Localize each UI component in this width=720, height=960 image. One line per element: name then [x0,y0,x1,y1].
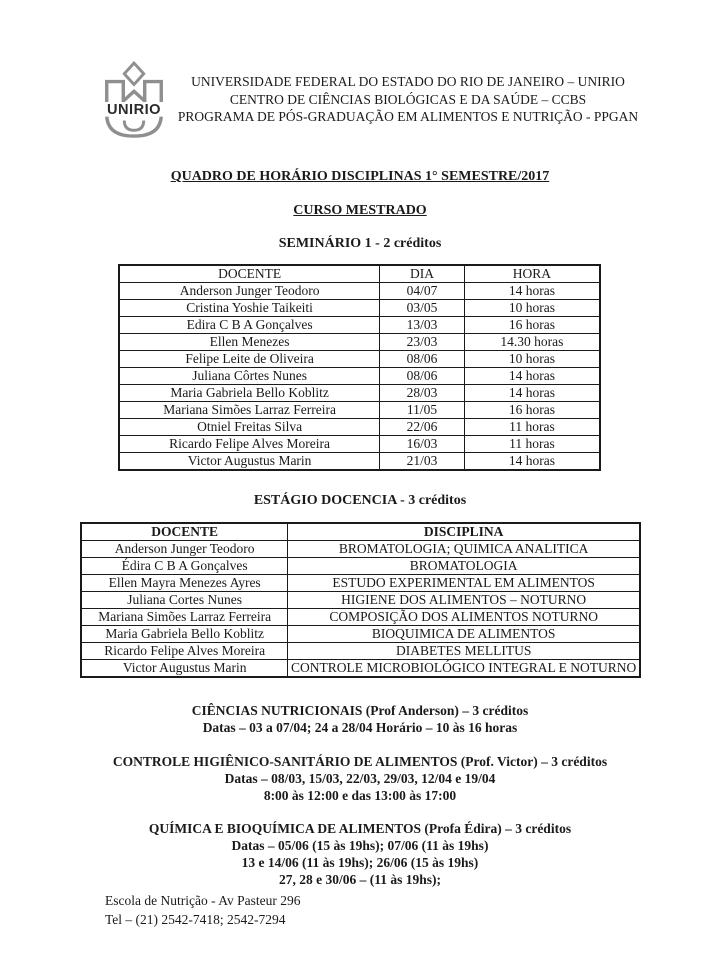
seminar-table-body [119,283,600,471]
table-cell: 16 horas [464,317,600,334]
unirio-logo-icon [97,60,171,146]
table-cell: ESTUDO EXPERIMENTAL EM ALIMENTOS [288,575,640,592]
institution-name-block [171,60,645,126]
table-row [119,283,600,300]
column-header-disciplina: DISCIPLINA [288,523,640,541]
estagio-table-body [81,541,640,678]
table-cell: 11/05 [380,402,465,419]
table-row [119,402,600,419]
table-row [81,626,640,643]
section-line: 8:00 às 12:00 e das 13:00 às 17:00 [263,788,457,803]
institution-line-3: PROGRAMA DE PÓS-GRADUAÇÃO EM ALIMENTOS E NUTRIÇÃO - PPGAN [177,109,639,124]
table-cell: 10 horas [464,300,600,317]
table-cell: Cristina Yoshie Taikeiti [119,300,380,317]
footer-phone: Tel – (21) 2542-7418; 2542-7294 [105,912,286,927]
table-cell: 16/03 [380,436,465,453]
section-title: CIÊNCIAS NUTRICIONAIS (Prof Anderson) – 3 créditos [191,703,529,718]
table-cell: 11 horas [464,419,600,436]
table-row [81,541,640,558]
section-controle-higienico [0,753,720,804]
footer-address: Escola de Nutrição - Av Pasteur 296 [105,893,301,908]
table-cell: Édira C B A Gonçalves [81,558,288,575]
table-cell: Edira C B A Gonçalves [119,317,380,334]
table-cell: Otniel Freitas Silva [119,419,380,436]
table-cell: Juliana Cortes Nunes [81,592,288,609]
seminar-schedule-table [118,264,601,471]
table-cell: 03/05 [380,300,465,317]
table-cell: 14 horas [464,453,600,471]
column-header-docente: DOCENTE [81,523,288,541]
table-row [119,385,600,402]
table-cell: Victor Augustus Marin [119,453,380,471]
column-header-hora: HORA [464,265,600,283]
table-cell: 22/06 [380,419,465,436]
table-cell: Maria Gabriela Bello Koblitz [81,626,288,643]
table-cell: 04/07 [380,283,465,300]
table-cell: 28/03 [380,385,465,402]
section-line: Datas – 03 a 07/04; 24 a 28/04 Horário – 10 às 16 horas [202,720,518,735]
estagio-docencia-table [80,522,641,678]
section-title: QUÍMICA E BIOQUÍMICA DE ALIMENTOS (Profa Édira) – 3 créditos [148,821,572,836]
table-cell: Ellen Mayra Menezes Ayres [81,575,288,592]
table-cell: 14 horas [464,385,600,402]
table-cell: BROMATOLOGIA [288,558,640,575]
institution-line-2: CENTRO DE CIÊNCIAS BIOLÓGICAS E DA SAÚDE – CCBS [229,91,587,107]
table-cell: Maria Gabriela Bello Koblitz [119,385,380,402]
table-row [119,453,600,471]
table-cell: 11 horas [464,436,600,453]
table-cell: CONTROLE MICROBIOLÓGICO INTEGRAL E NOTURNO [288,660,640,678]
table-cell: HIGIENE DOS ALIMENTOS – NOTURNO [288,592,640,609]
seminar-title: SEMINÁRIO 1 - 2 créditos [278,236,442,251]
table-cell: Ricardo Felipe Alves Moreira [119,436,380,453]
course-title: CURSO MESTRADO [293,203,427,218]
table-row [119,300,600,317]
table-cell: 14 horas [464,368,600,385]
page-title: QUADRO DE HORÁRIO DISCIPLINAS 1° SEMESTRE/2017 [170,169,550,184]
table-cell: Mariana Simões Larraz Ferreira [81,609,288,626]
table-cell: Felipe Leite de Oliveira [119,351,380,368]
institution-line-1: UNIVERSIDADE FEDERAL DO ESTADO DO RIO DE JANEIRO – UNIRIO [191,74,625,89]
table-cell: Victor Augustus Marin [81,660,288,678]
table-cell: 14.30 horas [464,334,600,351]
table-cell: Anderson Junger Teodoro [81,541,288,558]
table-row [119,368,600,385]
table-row [81,609,640,626]
table-cell: Ellen Menezes [119,334,380,351]
letterhead [97,60,645,146]
table-cell: BIOQUIMICA DE ALIMENTOS [288,626,640,643]
table-cell: Juliana Côrtes Nunes [119,368,380,385]
table-cell: 10 horas [464,351,600,368]
section-title: CONTROLE HIGIÊNICO-SANITÁRIO DE ALIMENTOS (Prof. Victor) – 3 créditos [112,754,608,769]
section-line: 13 e 14/06 (11 às 19hs); 26/06 (15 às 19hs) [241,855,479,870]
table-cell: 23/03 [380,334,465,351]
table-row [81,643,640,660]
table-cell: 16 horas [464,402,600,419]
table-row [119,334,600,351]
table-cell: COMPOSIÇÃO DOS ALIMENTOS NOTURNO [288,609,640,626]
table-header-row [81,523,640,541]
table-header-row [119,265,600,283]
table-cell: 08/06 [380,368,465,385]
table-row [81,558,640,575]
table-row [81,592,640,609]
table-row [81,575,640,592]
section-ciencias-nutricionais [0,702,720,736]
table-row [119,317,600,334]
logo-text: UNIRIO [107,102,161,119]
table-cell: 21/03 [380,453,465,471]
table-cell: BROMATOLOGIA; QUIMICA ANALITICA [288,541,640,558]
table-cell: Ricardo Felipe Alves Moreira [81,643,288,660]
table-cell: DIABETES MELLITUS [288,643,640,660]
section-line: Datas – 05/06 (15 às 19hs); 07/06 (11 às 19hs) [231,838,489,853]
estagio-title: ESTÁGIO DOCENCIA - 3 créditos [253,493,467,508]
table-cell: Mariana Simões Larraz Ferreira [119,402,380,419]
section-quimica-bioquimica [0,820,720,888]
table-cell: Anderson Junger Teodoro [119,283,380,300]
table-row [119,419,600,436]
table-row [119,436,600,453]
section-line: Datas – 08/03, 15/03, 22/03, 29/03, 12/04 e 19/04 [224,771,496,786]
table-row [81,660,640,678]
table-cell: 13/03 [380,317,465,334]
column-header-dia: DIA [380,265,465,283]
column-header-docente: DOCENTE [119,265,380,283]
section-line: 27, 28 e 30/06 – (11 às 19hs); [279,872,441,887]
footer-contact-block [105,891,300,929]
table-row [119,351,600,368]
table-cell: 14 horas [464,283,600,300]
table-cell: 08/06 [380,351,465,368]
